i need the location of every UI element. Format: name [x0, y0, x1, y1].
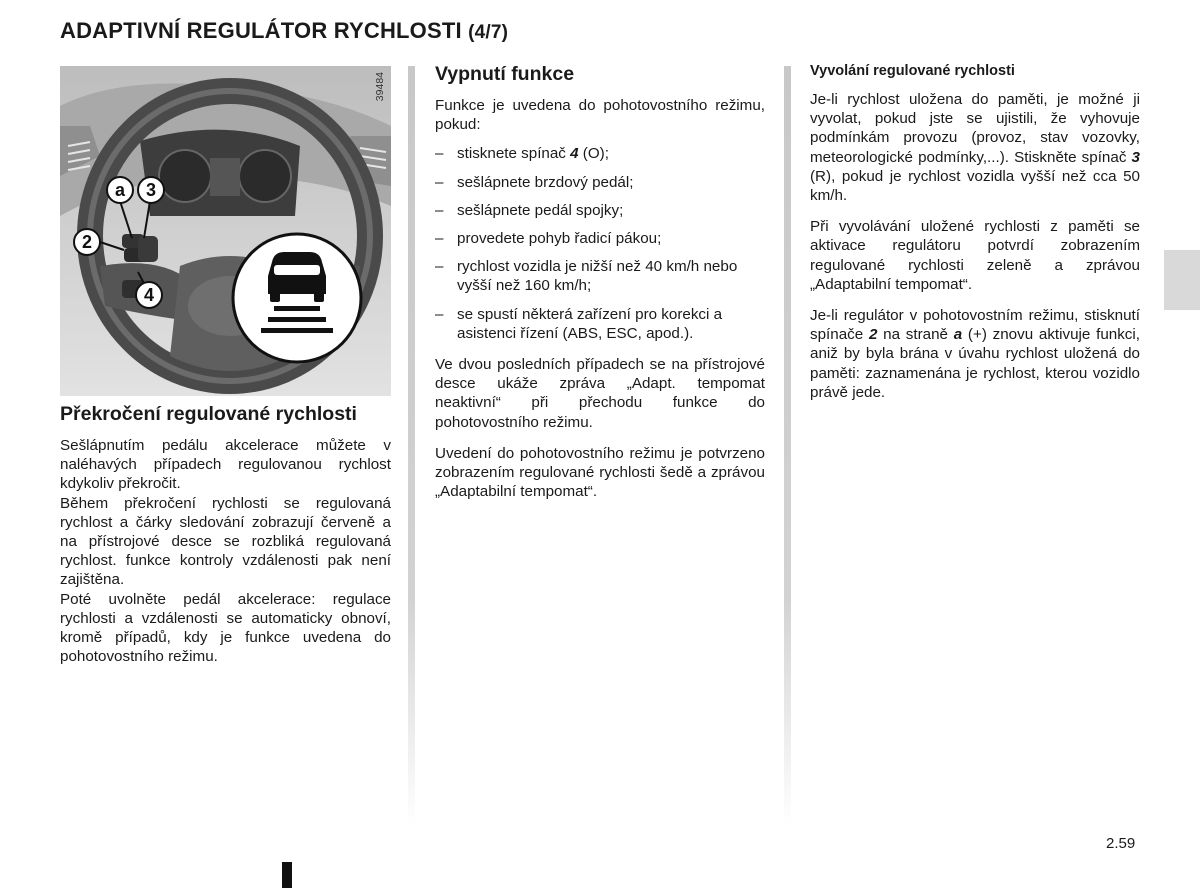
- dash-marker: –: [435, 305, 444, 323]
- callout-2: 2: [81, 232, 93, 252]
- list-item-text: provedete pohyb řadicí pákou;: [457, 230, 662, 248]
- deactivation-list: [435, 144, 765, 343]
- list-item-text: rychlost vozidla je nižší než 40 km/h nebo vyšší než 160 km/h;: [457, 258, 738, 295]
- paragraph-deactivation-2: Ve dvou posledních případech se na přístrojové desce ukáže zpráva „Adapt. tempomat neaktivní“ při přechodu funkce do pohotovostního režimu.: [435, 356, 765, 431]
- steering-wheel-figure: [60, 66, 391, 396]
- page-number: 2.59: [1106, 835, 1136, 852]
- list-item: [435, 173, 765, 192]
- paragraph-exceed-2: Během překročení rychlosti se regulovaná rychlost a čárky sledování zobrazují červeně a na přístrojové desce se rozbliká regulovaná rychlost. funkce kontroly vzdálenosti pak není zajištěna.: [60, 494, 391, 589]
- dash-marker: –: [435, 173, 444, 191]
- paragraph-deactivation-intro: Funkce je uvedena do pohotovostního režimu, pokud:: [435, 97, 765, 134]
- list-item-text: sešlápnete brzdový pedál;: [457, 173, 634, 191]
- callout-a: a: [114, 180, 126, 200]
- heading-deactivation: Vypnutí funkce: [435, 63, 575, 85]
- list-item: [435, 305, 765, 343]
- column-divider-left: [408, 66, 415, 826]
- column-divider-right: [784, 66, 791, 826]
- heading-exceeding-speed: Překročení regulované rychlosti: [60, 403, 357, 425]
- switch-reference: 2: [868, 326, 878, 344]
- figure-code: 39484: [374, 72, 386, 102]
- paragraph-recall-1: [810, 90, 1140, 205]
- column-right: [810, 62, 1140, 402]
- page-title-part: (4/7): [468, 22, 509, 43]
- chapter-tab-marker: [1164, 250, 1200, 310]
- paragraph-exceed-3: Poté uvolněte pedál akcelerace: regulace rychlosti a vzdálenosti se automaticky obnoví, kromě případů, kdy je funkce uvedena do pohotovostního režimu.: [60, 590, 391, 666]
- print-mark: [282, 862, 292, 888]
- paragraph-deactivation-3: Uvedení do pohotovostního režimu je potvrzeno zobrazením regulované rychlosti šedě a zprávou „Adaptabilní tempomat“.: [435, 444, 765, 501]
- dash-marker: –: [435, 201, 444, 219]
- dash-marker: –: [435, 145, 444, 163]
- list-item: [435, 144, 765, 163]
- page-title: [60, 18, 508, 44]
- list-item: [435, 229, 765, 248]
- dash-marker: –: [435, 258, 444, 276]
- list-item: [435, 257, 765, 295]
- column-middle: [435, 62, 765, 501]
- callout-4: 4: [143, 285, 155, 305]
- paragraph-recall-3: [810, 306, 1140, 402]
- page-title-text: ADAPTIVNÍ REGULÁTOR RYCHLOSTI: [60, 18, 462, 43]
- list-item-text: stisknete spínač: [457, 145, 571, 163]
- adaptive-cruise-control-icon: [233, 234, 361, 362]
- dash-marker: –: [435, 230, 444, 248]
- list-item: [435, 201, 765, 220]
- callout-3: 3: [145, 180, 157, 200]
- steering-wheel-illustration: [60, 66, 391, 396]
- list-item-text: se spustí některá zařízení pro korekci a asistenci řízení (ABS, ESC, apod.).: [457, 305, 723, 342]
- paragraph-text: na straně: [877, 326, 954, 344]
- list-item-text: sešlápnete pedál spojky;: [457, 201, 624, 219]
- list-item-text: (O);: [578, 145, 609, 163]
- switch-reference: 4: [570, 145, 579, 163]
- switch-reference: 3: [1131, 148, 1140, 166]
- paragraph-recall-2: Při vyvolávání uložené rychlosti z paměti se aktivace regulátoru potvrdí zobrazením regulované rychlosti zeleně a zprávou „Adaptabilní tempomat“.: [810, 218, 1140, 293]
- heading-recall-speed: Vyvolání regulované rychlosti: [810, 63, 1015, 79]
- paragraph-text: (R), pokud je rychlost vozidla vyšší než cca 50 km/h.: [810, 167, 1140, 205]
- paragraph-text: Je-li regulátor v pohotovostním režimu, stisknutí spínače: [810, 307, 1140, 344]
- column-left: [60, 62, 391, 666]
- side-reference: a: [953, 326, 963, 344]
- paragraph-exceed-1: Sešlápnutím pedálu akcelerace můžete v naléhavých případech regulovanou rychlost kdykoliv překročit.: [60, 437, 391, 493]
- paragraph-text: Je-li rychlost uložena do paměti, je možné ji vyvolat, pokud jste se ujistili, že vyhovuje podmínkám provozu (provoz, stav vozovky, meteorologické podmínky,...). Stiskněte spínač: [810, 91, 1140, 166]
- paragraph-text: (+) znovu aktivuje funkci, aniž by byla brána v úvahu rychlost uložená do paměti: zaznamenána je rychlost, kterou vozidlo právě jede.: [810, 326, 1140, 401]
